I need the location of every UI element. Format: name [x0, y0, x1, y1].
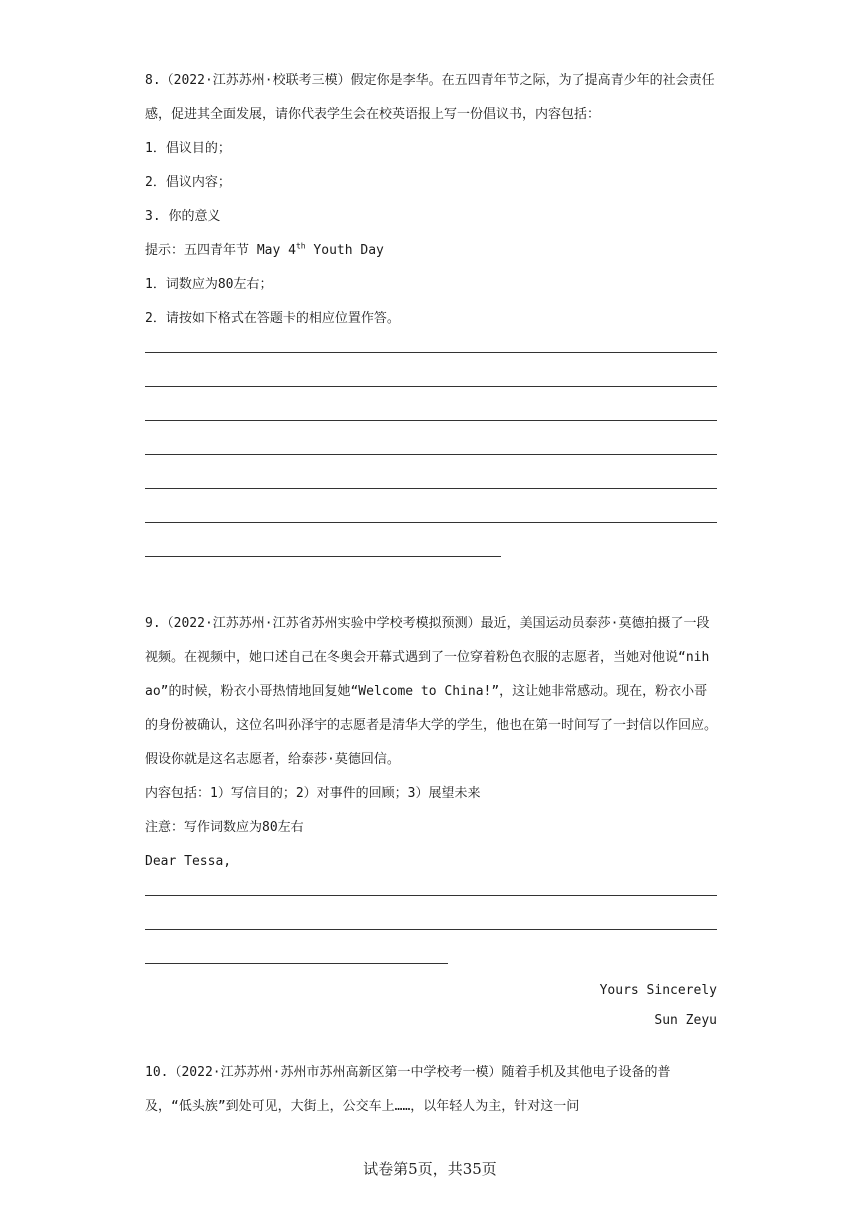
question-8-note-2: 2．请按如下格式在答题卡的相应位置作答。: [145, 311, 400, 326]
question-9: [145, 607, 717, 1036]
answer-line: [145, 895, 717, 896]
letter-greeting: Dear Tessa,: [145, 854, 232, 869]
letter-signature: Sun Zeyu: [654, 1013, 717, 1028]
answer-line: [145, 386, 717, 387]
answer-line: [145, 488, 717, 489]
question-8-note-1: 1．词数应为80左右；: [145, 277, 273, 292]
question-8-item-2: 2．倡议内容；: [145, 175, 231, 190]
question-9-prompt: 9.（2022·江苏苏州·江苏省苏州实验中学校考模拟预测）最近，美国运动员泰莎·莫德拍摄了一段视频。在视频中，她口述自己在冬奥会开幕式遇到了一位穿着粉色衣服的志愿者，当她对他说“nihao”的时候，粉衣小哥热情地回复她“Welcome to China!”，这让她非常感动。现在，粉衣小哥的身份被确认，这位名叫孙泽宇的志愿者是清华大学的学生，他也在第一时间写了一封信以作回应。假设你就是这名志愿者，给泰莎·莫德回信。: [145, 616, 718, 767]
question-8-item-1: 1．倡议目的；: [145, 141, 231, 156]
answer-line: [145, 454, 717, 455]
question-10-prompt: 10.（2022·江苏苏州·苏州市苏州高新区第一中学校考一模）随着手机及其他电子设备的普及，“低头族”到处可见，大街上，公交车上……，以年轻人为主，针对这一问: [145, 1065, 671, 1114]
answer-line: [145, 929, 717, 930]
letter-closing: Yours Sincerely: [599, 983, 717, 998]
answer-line: [145, 352, 717, 353]
answer-line: [145, 420, 717, 421]
answer-lines-8: [145, 352, 717, 557]
question-9-notice: 注意：写作词数应为80左右: [145, 820, 304, 835]
question-8-hint: 提示：五四青年节 May 4th Youth Day: [145, 241, 384, 258]
question-9-content: 内容包括：1）写信目的；2）对事件的回顾；3）展望未来: [145, 786, 481, 801]
answer-line: [145, 522, 717, 523]
answer-lines-9: [145, 895, 717, 964]
question-8-item-3: 3. 你的意义: [145, 209, 221, 224]
question-8-prompt: 8.（2022·江苏苏州·校联考三模）假定你是李华。在五四青年节之际，为了提高青少年的社会责任感，促进其全面发展，请你代表学生会在校英语报上写一份倡议书，内容包括：: [145, 73, 715, 122]
answer-line: [145, 556, 501, 557]
question-10: [145, 1056, 717, 1124]
page-footer: 试卷第5页，共35页: [363, 1160, 497, 1178]
question-8: [145, 64, 717, 557]
